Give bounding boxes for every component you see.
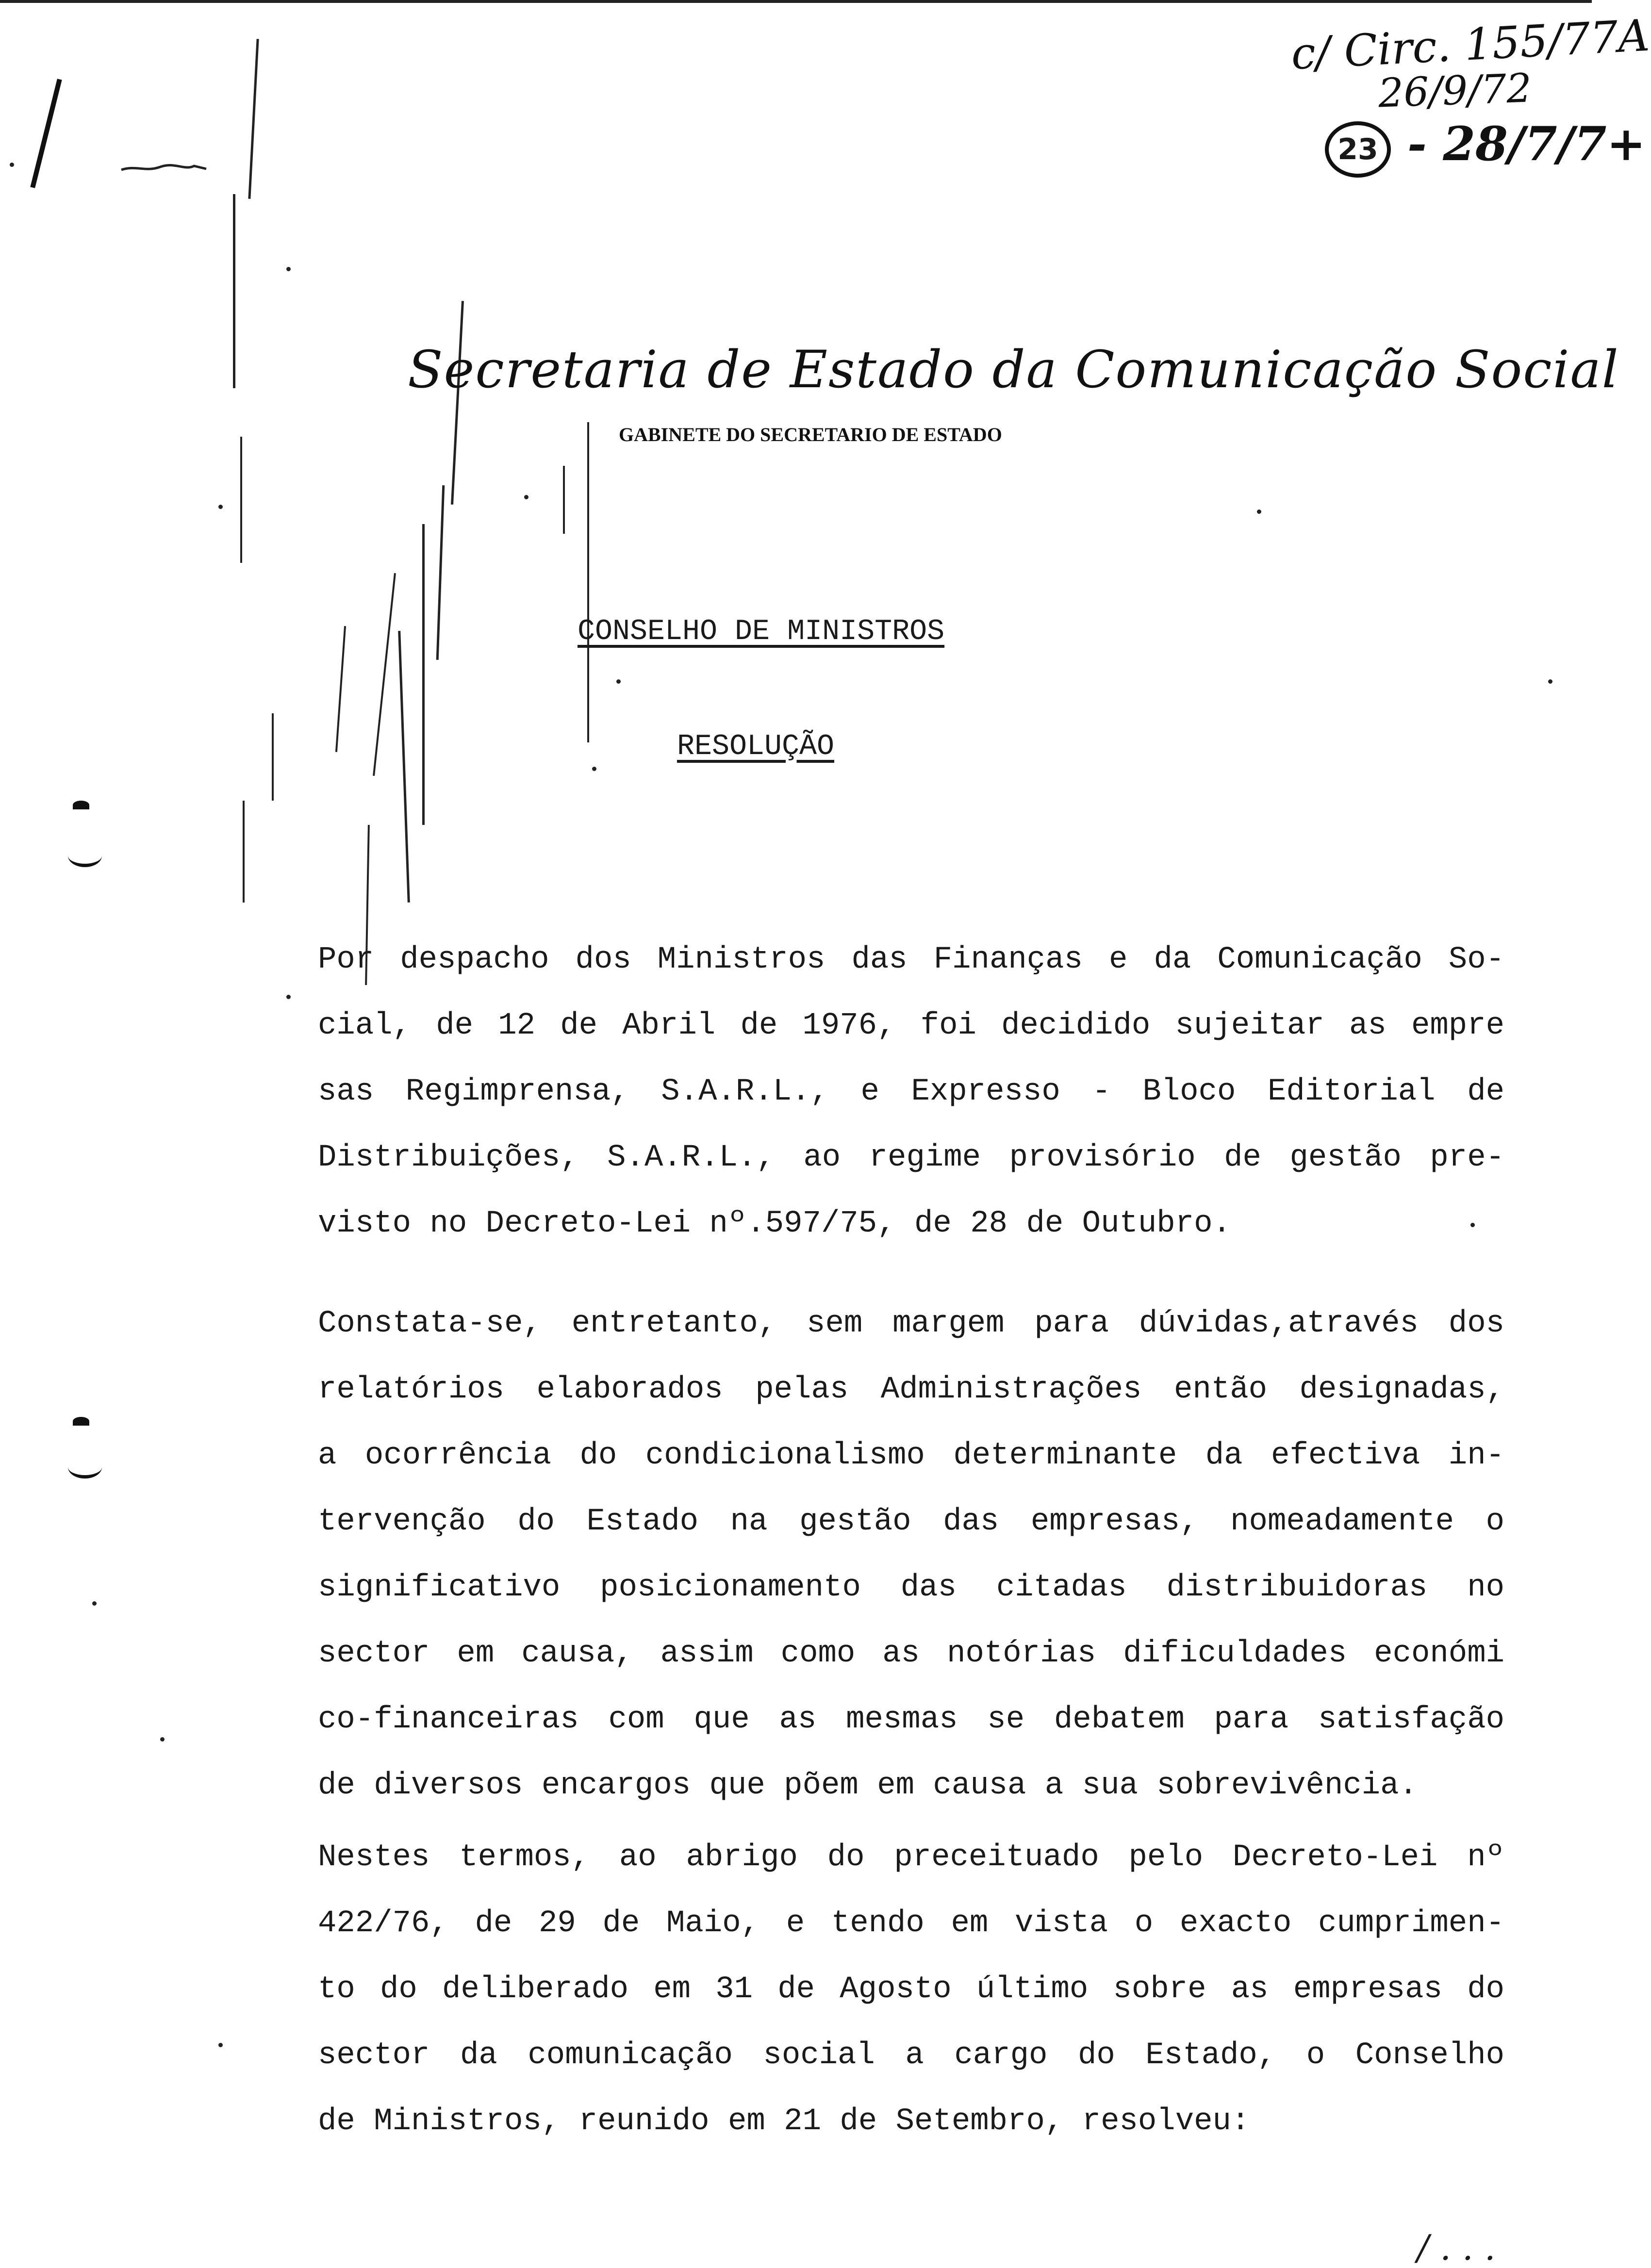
text-line: sector em causa, assim como as notórias dificuldades económi (318, 1636, 1504, 1671)
text-line: to do deliberado em 31 de Agosto último sobre as empresas do (318, 1972, 1504, 2007)
scan-dot (286, 995, 291, 999)
paragraph-resolution (318, 1824, 1504, 2154)
scan-line (398, 631, 410, 903)
text-line: significativo posicionamento das citadas distribuidoras no (318, 1570, 1504, 1605)
text-line: tervenção do Estado na gestão das empresas, nomeadamente o (318, 1504, 1504, 1539)
handwritten-slash-mark (30, 79, 62, 188)
scan-line (233, 194, 235, 388)
scan-dot (10, 163, 14, 167)
handwritten-date: 26/9/72 (1377, 65, 1533, 117)
scan-line (240, 437, 242, 563)
text-line: a ocorrência do condicionalismo determinante da efectiva in- (318, 1438, 1504, 1473)
paragraph-findings (318, 1291, 1504, 1819)
handwritten-reference: c/ Circ. 155/77A (1289, 10, 1651, 80)
scan-dot (592, 767, 596, 771)
text-line: de Ministros, reunido em 21 de Setembro, resolveu: (318, 2104, 1250, 2139)
scan-dot (92, 1601, 97, 1606)
text-line: visto no Decreto-Lei nº.597/75, de 28 de Outubro. (318, 1206, 1231, 1241)
scan-line (272, 713, 274, 801)
text-line: co-financeiras com que as mesmas se debatem para satisfação (318, 1702, 1504, 1737)
circled-number: 23 (1325, 121, 1391, 178)
scan-line (243, 801, 245, 903)
scan-top-edge (0, 0, 1592, 3)
scan-dot (616, 679, 621, 684)
scan-dot (160, 1737, 165, 1742)
scan-line (563, 466, 565, 534)
punch-hole-mark (68, 1456, 102, 1479)
continuation-mark: / . . . (1417, 2227, 1496, 2268)
scan-dot (218, 505, 223, 509)
text-line: Nestes termos, ao abrigo do preceituado pelo Decreto-Lei nº (318, 1840, 1504, 1875)
scan-dot (286, 267, 291, 271)
text-line: relatórios elaborados pelas Administrações então designadas, (318, 1372, 1504, 1407)
text-line: Distribuições, S.A.R.L., ao regime provisório de gestão pre- (318, 1140, 1504, 1175)
text-line: Constata-se, entretanto, sem margem para dúvidas,através dos (318, 1306, 1504, 1341)
text-line: Por despacho dos Ministros das Finanças e da Comunicação So- (318, 942, 1504, 977)
scan-line (451, 301, 464, 505)
text-line: sas Regimprensa, S.A.R.L., e Expresso - Bloco Editorial de (318, 1074, 1504, 1109)
paragraph-dispatch (318, 927, 1504, 1257)
scan-line (422, 524, 425, 825)
text-line: sector da comunicação social a cargo do Estado, o Conselho (318, 2038, 1504, 2073)
scan-line (335, 626, 346, 752)
letterhead-subtitle: GABINETE DO SECRETARIO DE ESTADO (619, 424, 1002, 445)
scan-dot (524, 495, 528, 499)
scan-dot (1257, 509, 1261, 514)
text-line: 422/76, de 29 de Maio, e tendo em vista o exacto cumprimen- (318, 1906, 1504, 1941)
scan-dot (218, 2043, 223, 2047)
scan-dot (1548, 679, 1552, 684)
scan-line (248, 39, 259, 199)
punch-hole-mark (68, 844, 102, 867)
letterhead-title: Secretaria de Estado da Comunicação Social (408, 340, 1619, 399)
scan-line (587, 422, 589, 742)
text-line: de diversos encargos que põem em causa a sua sobrevivência. (318, 1768, 1418, 1803)
handwritten-scribble (121, 160, 209, 175)
scan-line (436, 485, 445, 660)
text-line: cial, de 12 de Abril de 1976, foi decidido sujeitar as empre (318, 1008, 1504, 1043)
heading-resolution: RESOLUÇÃO (677, 730, 835, 763)
punch-hole-mark (73, 801, 89, 809)
scan-line (373, 573, 396, 776)
handwritten-date-stamp: - 28/7/7+ (1407, 116, 1646, 171)
heading-council-of-ministers: CONSELHO DE MINISTROS (578, 615, 945, 648)
punch-hole-mark (73, 1417, 89, 1426)
